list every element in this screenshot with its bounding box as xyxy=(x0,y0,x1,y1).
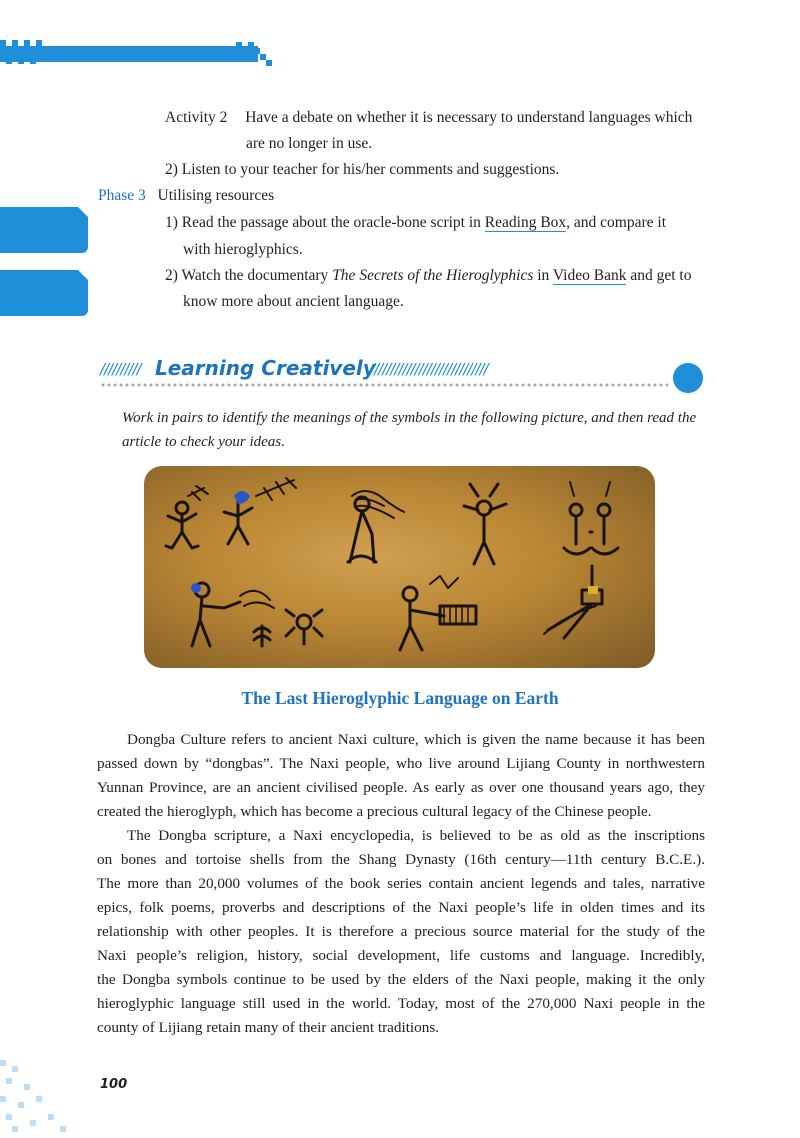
step-2-text: 2) Listen to your teacher for his/her comments and suggestions. xyxy=(165,161,560,178)
phase-3-item-1-line-2: with hieroglyphics. xyxy=(183,241,303,258)
footer-pixel-pattern xyxy=(0,1060,100,1138)
item-2-mid: in xyxy=(537,267,550,284)
dongba-symbols-image xyxy=(144,466,655,668)
item-2-text: 2) Watch the documentary xyxy=(165,267,329,284)
article-paragraph-1 xyxy=(97,728,705,824)
paragraph-line: county of Lijiang retain many of their ancient traditions. xyxy=(97,1019,440,1036)
paragraph-line: epics, folk poems, proverbs and descriptions of the Naxi people’s life in olden times and its xyxy=(97,899,705,916)
activity-2-label: Activity 2 xyxy=(165,109,228,126)
paragraph-line: Yunnan Province, are an ancient civilised people. As early as over one thousand years ago, they xyxy=(97,779,705,796)
paragraph-line: Dongba Culture refers to ancient Naxi culture, which is given the name because it has been xyxy=(127,731,705,748)
paragraph-line: the Dongba symbols continue to be used by the elders of the Naxi people, making it the only xyxy=(97,971,705,988)
heading-slash-decoration-right: ///////////////////////////// xyxy=(370,360,488,378)
phase-3-title: Utilising resources xyxy=(157,187,275,204)
header-pixel-pattern-right xyxy=(236,42,276,68)
activity-2-line-1 xyxy=(165,108,692,128)
page-number: 100 xyxy=(100,1077,128,1092)
phase-3-label: Phase 3 xyxy=(98,187,146,204)
phase-3-item-1 xyxy=(165,213,666,233)
phase-3-heading xyxy=(98,186,274,206)
item-1-suffix: , and compare it xyxy=(566,214,667,231)
header-pixel-pattern xyxy=(0,40,60,66)
dongba-symbols-drawing xyxy=(144,466,655,668)
paragraph-line: Naxi people’s religion, history, social development, life customs and language. Incredibly, xyxy=(97,947,705,964)
item-1-text: 1) Read the passage about the oracle-bone script in xyxy=(165,214,481,231)
phase-3-item-2-line-2: know more about ancient language. xyxy=(183,293,404,310)
activity-2-line-2: are no longer in use. xyxy=(246,135,373,152)
paragraph-line: The Dongba scripture, a Naxi encyclopedia, is believed to be as old as the inscriptions xyxy=(127,827,705,844)
phase-3-item-2 xyxy=(165,266,691,286)
video-bank-link[interactable]: Video Bank xyxy=(552,267,627,284)
side-tab xyxy=(0,270,88,316)
dotted-divider xyxy=(100,383,668,387)
side-tab xyxy=(0,207,88,253)
paragraph-line: on bones and tortoise shells from the Shang Dynasty (16th century—11th century B.C.E.). xyxy=(97,851,705,868)
article-paragraph-2 xyxy=(97,824,705,1040)
paragraph-line: created the hieroglyph, which has become a precious cultural legacy of the Chinese people. xyxy=(97,803,652,820)
paragraph-line: passed down by “dongbas”. The Naxi people, who live around Lijiang County in northwestern xyxy=(97,755,705,772)
item-2-suffix: and get to xyxy=(630,267,692,284)
activity-2-text: Have a debate on whether it is necessary to understand languages which xyxy=(245,109,693,126)
section-dot-icon xyxy=(673,363,703,393)
instruction-line-1: Work in pairs to identify the meanings of the symbols in the following picture, and then read the xyxy=(122,410,697,426)
reading-box-link[interactable]: Reading Box xyxy=(484,214,567,231)
paragraph-line: hieroglyphic language still used in the world. Today, most of the 270,000 Naxi people in the xyxy=(97,995,705,1012)
instruction-line-2: article to check your ideas. xyxy=(122,434,285,450)
documentary-title: The Secrets of the Hieroglyphics xyxy=(332,267,534,284)
article-title: The Last Hieroglyphic Language on Earth xyxy=(241,688,559,708)
paragraph-line: The more than 20,000 volumes of the book series contain ancient legends and tales, narrative xyxy=(97,875,705,892)
section-title: Learning Creatively xyxy=(155,356,376,380)
paragraph-line: relationship with other peoples. It is therefore a precious source material for the study of the xyxy=(97,923,705,940)
heading-slash-decoration-left: ////////// xyxy=(100,360,141,378)
